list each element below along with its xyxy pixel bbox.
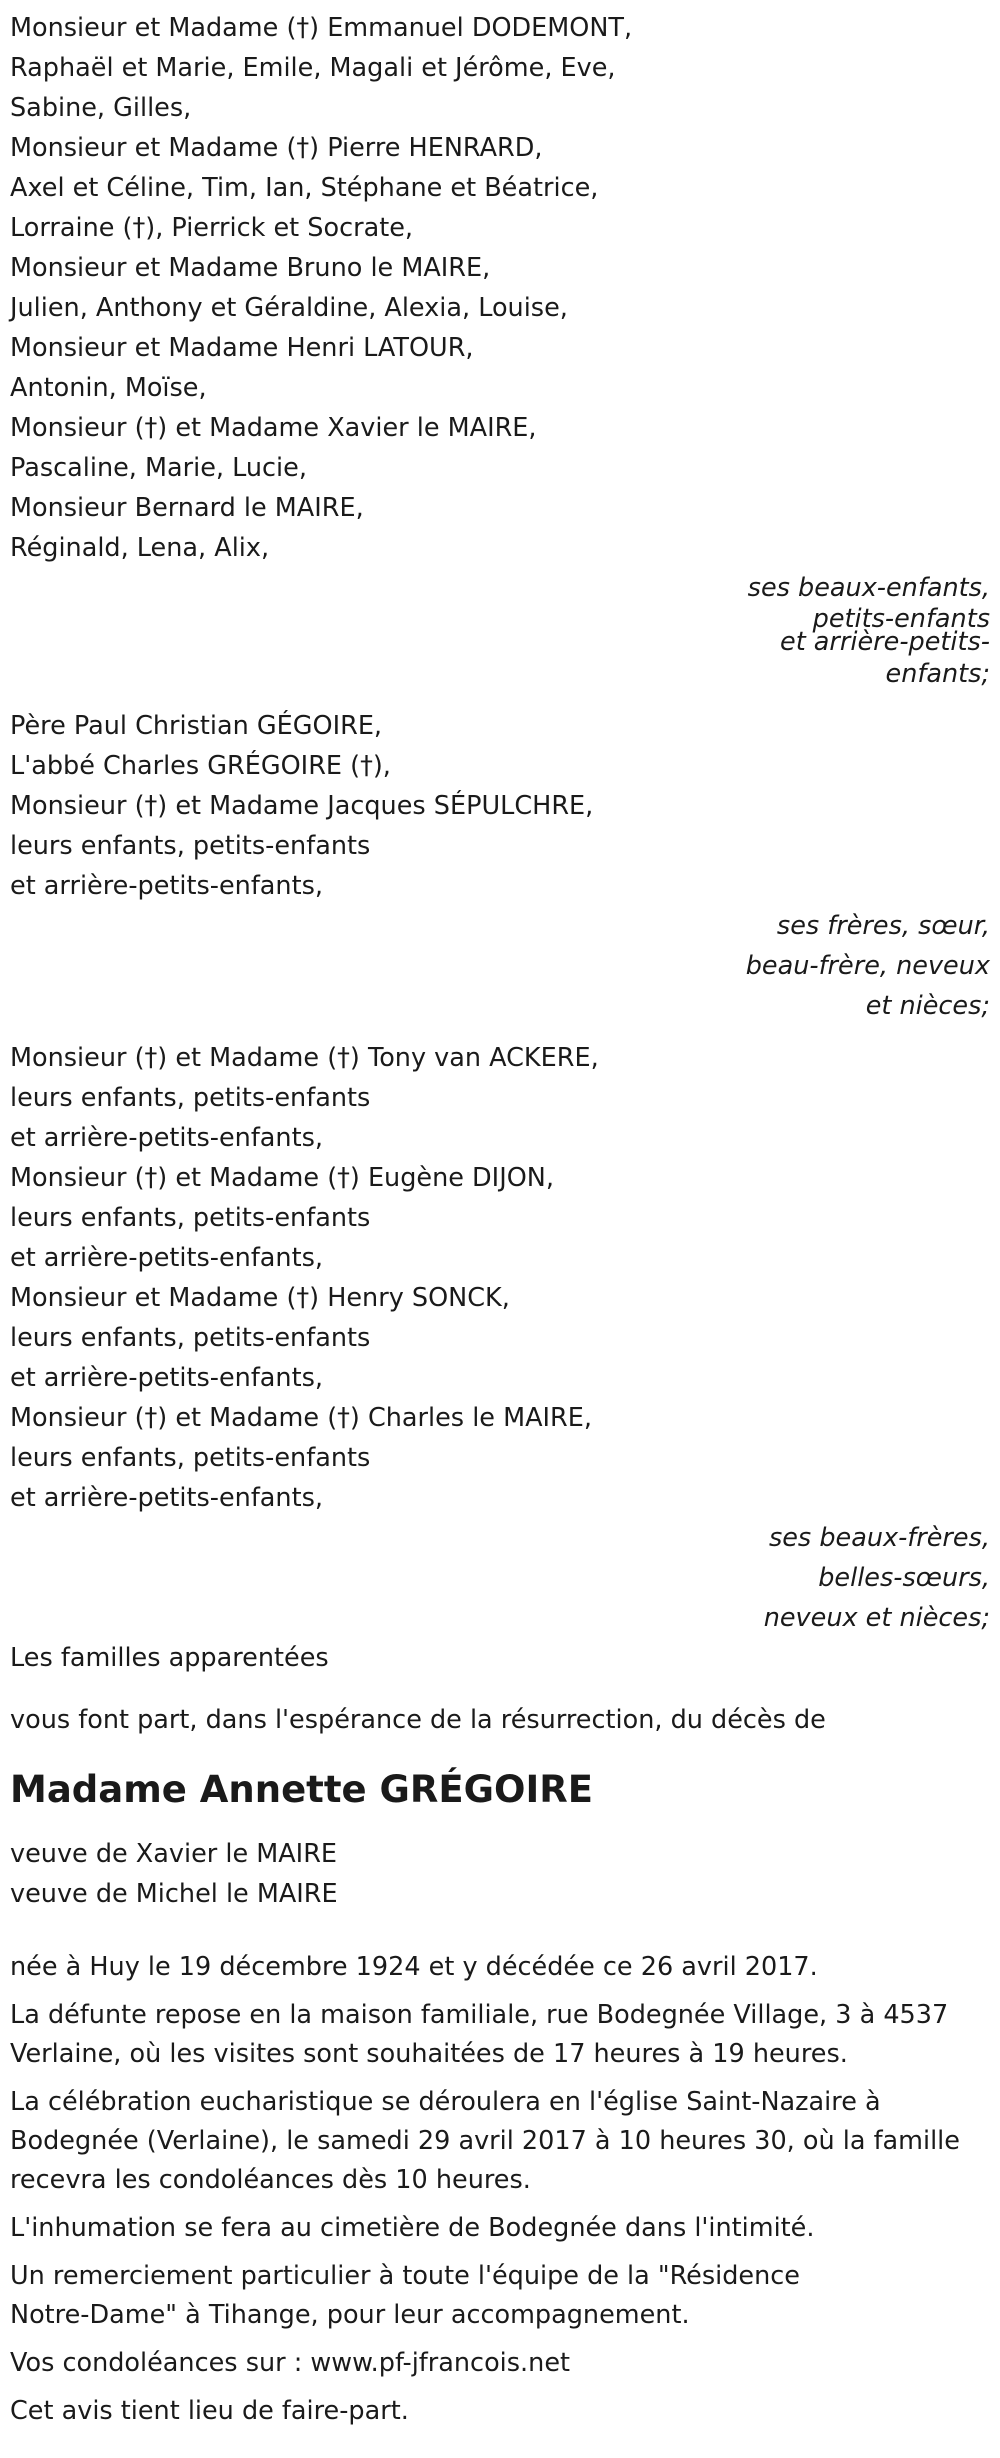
family-line: leurs enfants, petits-enfants [10, 1443, 371, 1473]
relation-label-freres [10, 906, 990, 1026]
widow-line: veuve de Michel le MAIRE [10, 1879, 338, 1909]
family-line: Monsieur et Madame (†) Emmanuel DODEMONT, [10, 13, 633, 43]
paragraph-line: recevra les condoléances dès 10 heures. [10, 2165, 531, 2195]
family-line: Monsieur (†) et Madame (†) Eugène DIJON, [10, 1163, 554, 1193]
family-line: et arrière-petits-enfants, [10, 871, 323, 901]
condolences-paragraph [10, 2344, 990, 2383]
family-line: et arrière-petits-enfants, [10, 1123, 323, 1153]
family-line: leurs enfants, petits-enfants [10, 1083, 371, 1113]
relation-label-beaux-freres [10, 1518, 990, 1638]
family-line: et arrière-petits-enfants, [10, 1363, 323, 1393]
relation-line: beau-frère, neveux [745, 951, 990, 981]
burial-paragraph [10, 2209, 990, 2248]
family-line: Lorraine (†), Pierrick et Socrate, [10, 213, 413, 243]
family-line: Monsieur (†) et Madame (†) Charles le MAIRE, [10, 1403, 592, 1433]
family-list-beaux-enfants [10, 8, 990, 568]
thanks-paragraph [10, 2257, 990, 2335]
paragraph-line: Notre-Dame" à Tihange, pour leur accompagnement. [10, 2300, 690, 2330]
family-line: et arrière-petits-enfants, [10, 1243, 323, 1273]
families-line: Les familles apparentées [10, 1643, 329, 1673]
family-line: et arrière-petits-enfants, [10, 1483, 323, 1513]
announcement-line: vous font part, dans l'espérance de la résurrection, du décès de [10, 1705, 826, 1735]
widow-line: veuve de Xavier le MAIRE [10, 1839, 338, 1869]
paragraph-line: La défunte repose en la maison familiale, rue Bodegnée Village, 3 à 4537 [10, 2000, 949, 2030]
relation-line: belles-sœurs, [818, 1563, 990, 1593]
family-line: Réginald, Lena, Alix, [10, 533, 270, 563]
relation-line: ses beaux-enfants, [747, 573, 990, 603]
family-line: Axel et Céline, Tim, Ian, Stéphane et Béatrice, [10, 173, 599, 203]
family-line: Monsieur (†) et Madame Jacques SÉPULCHRE, [10, 791, 594, 821]
family-line: Sabine, Gilles, [10, 93, 192, 123]
relation-line: neveux et nièces; [763, 1603, 990, 1633]
paragraph-line: L'inhumation se fera au cimetière de Bodegnée dans l'intimité. [10, 2213, 815, 2243]
family-line: Raphaël et Marie, Emile, Magali et Jérôme, Eve, [10, 53, 616, 83]
condolences-link[interactable]: Vos condoléances sur : www.pf-jfrancois.net [10, 2348, 571, 2378]
details-block [10, 1948, 990, 2431]
family-line: Monsieur (†) et Madame (†) Tony van ACKERE, [10, 1043, 599, 1073]
obituary-notice [10, 8, 990, 2431]
relation-line: ses beaux-frères, [768, 1523, 990, 1553]
family-line: Monsieur et Madame Henri LATOUR, [10, 333, 474, 363]
family-line: Monsieur et Madame (†) Pierre HENRARD, [10, 133, 543, 163]
family-line: L'abbé Charles GRÉGOIRE (†), [10, 751, 391, 781]
relation-line: enfants; [885, 659, 990, 689]
paragraph-line: Un remerciement particulier à toute l'équipe de la "Résidence [10, 2261, 800, 2291]
relation-line: et nièces; [865, 991, 990, 1021]
wake-paragraph [10, 1996, 990, 2074]
family-line: Monsieur et Madame Bruno le MAIRE, [10, 253, 491, 283]
family-line: Monsieur et Madame (†) Henry SONCK, [10, 1283, 510, 1313]
family-line: Julien, Anthony et Géraldine, Alexia, Louise, [10, 293, 568, 323]
family-line: Monsieur (†) et Madame Xavier le MAIRE, [10, 413, 537, 443]
family-line: Pascaline, Marie, Lucie, [10, 453, 307, 483]
family-list-freres-soeur [10, 706, 990, 906]
family-list-beaux-freres [10, 1038, 990, 1518]
mass-paragraph [10, 2083, 990, 2200]
relation-line: et arrière-petits- [780, 627, 990, 657]
family-line: leurs enfants, petits-enfants [10, 1203, 371, 1233]
paragraph-line: La célébration eucharistique se déroulera en l'église Saint-Nazaire à [10, 2087, 881, 2117]
family-line: leurs enfants, petits-enfants [10, 831, 371, 861]
family-line: Père Paul Christian GÉGOIRE, [10, 711, 383, 741]
paragraph-line: née à Huy le 19 décembre 1924 et y décédée ce 26 avril 2017. [10, 1952, 818, 1982]
deceased-name: Madame Annette GRÉGOIRE [10, 1768, 594, 1811]
relation-line: petits-enfants [812, 604, 990, 634]
family-line: Monsieur Bernard le MAIRE, [10, 493, 364, 523]
paragraph-line: Verlaine, où les visites sont souhaitées de 17 heures à 19 heures. [10, 2039, 848, 2069]
paragraph-line: Bodegnée (Verlaine), le samedi 29 avril 2017 à 10 heures 30, où la famille [10, 2126, 960, 2156]
family-line: Antonin, Moïse, [10, 373, 207, 403]
family-line: leurs enfants, petits-enfants [10, 1323, 371, 1353]
relation-label-beaux-enfants [10, 568, 990, 694]
relation-line: ses frères, sœur, [776, 911, 990, 941]
widow-block [10, 1834, 990, 1914]
closing-paragraph [10, 2392, 990, 2431]
birth-death-paragraph [10, 1948, 990, 1987]
paragraph-line: Cet avis tient lieu de faire-part. [10, 2396, 409, 2426]
